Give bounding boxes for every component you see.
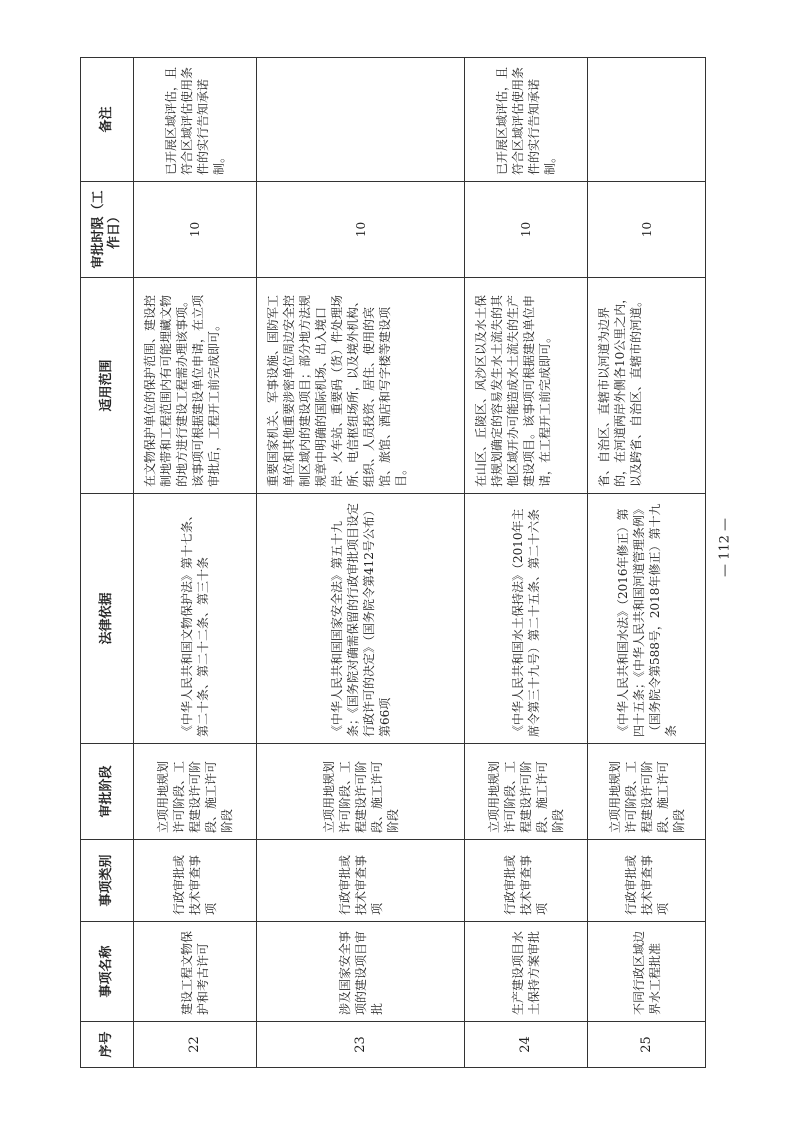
cell-name: 建设工程文物保护和考古许可 xyxy=(134,922,257,1022)
header-stage: 审批阶段 xyxy=(81,744,134,840)
cell-remark: 已开展区域评估，且符合区域评估使用条件的实行告知承诺制。 xyxy=(465,58,588,182)
cell-basis: 《中华人民共和国水法》（2016年修正）第四十五条；《中华人民共和国河道管理条例》（国务院令第588号，2018年修正）第十九条 xyxy=(588,494,706,744)
cell-basis: 《中华人民共和国文物保护法》第十七条、第二十条、第二十二条、第三十条 xyxy=(134,494,257,744)
header-name: 事项名称 xyxy=(81,922,134,1022)
header-seq: 序号 xyxy=(81,1022,134,1068)
cell-seq: 23 xyxy=(257,1022,465,1068)
header-basis: 法律依据 xyxy=(81,494,134,744)
cell-category: 行政审批或技术审查事项 xyxy=(588,840,706,922)
cell-remark: 已开展区域评估，且符合区域评估使用条件的实行告知承诺制。 xyxy=(134,58,257,182)
cell-time-limit: 10 xyxy=(588,182,706,278)
cell-remark xyxy=(588,58,706,182)
cell-time-limit: 10 xyxy=(134,182,257,278)
cell-stage: 立项用地规划许可阶段、工程建设许可阶段、施工许可阶段 xyxy=(257,744,465,840)
table-row xyxy=(257,58,465,1068)
cell-category: 行政审批或技术审查事项 xyxy=(134,840,257,922)
cell-time-limit: 10 xyxy=(257,182,465,278)
header-category: 事项类别 xyxy=(81,840,134,922)
cell-scope: 在山区、丘陵区、风沙区以及水土保持规划确定的容易发生水土流失的其他区域开办可能造成水土流失的生产建设项目。该事项可根据建设单位申请，在工程开工前完成即可。 xyxy=(465,278,588,494)
cell-stage: 立项用地规划许可阶段、工程建设许可阶段、施工许可阶段 xyxy=(588,744,706,840)
header-scope: 适用范围 xyxy=(81,278,134,494)
rotated-table-wrapper xyxy=(80,58,706,1068)
table-header-row xyxy=(81,58,134,1068)
table-row xyxy=(588,58,706,1068)
cell-scope: 在文物保护单位的保护范围、建设控制地带和工程范围内有可能埋藏文物的地方进行建设工程需办理该事项。该事项可根据建设单位申请，在立项审批后，工程开工前完成即可。 xyxy=(134,278,257,494)
cell-stage: 立项用地规划许可阶段、工程建设许可阶段、施工许可阶段 xyxy=(134,744,257,840)
cell-scope: 省、自治区、直辖市以河道为边界的，在河道两岸外侧各10公里之内，以及跨省、自治区、直辖市的河道。 xyxy=(588,278,706,494)
cell-seq: 24 xyxy=(465,1022,588,1068)
header-time-limit: 审批时限（工作日） xyxy=(81,182,134,278)
approval-items-table xyxy=(80,57,706,1068)
cell-category: 行政审批或技术审查事项 xyxy=(257,840,465,922)
cell-remark xyxy=(257,58,465,182)
table-row xyxy=(134,58,257,1068)
cell-seq: 25 xyxy=(588,1022,706,1068)
cell-basis: 《中华人民共和国水土保持法》（2010年主席令第三十九号）第二十五条、第二十六条 xyxy=(465,494,588,744)
table-row xyxy=(465,58,588,1068)
cell-time-limit: 10 xyxy=(465,182,588,278)
cell-basis: 《中华人民共和国国家安全法》第五十九条；《国务院对确需保留的行政审批项目设定行政许可的决定》（国务院令第412号公布）第66项 xyxy=(257,494,465,744)
cell-name: 生产建设项目水土保持方案审批 xyxy=(465,922,588,1022)
cell-category: 行政审批或技术审查事项 xyxy=(465,840,588,922)
page-number: — 112 — xyxy=(717,517,733,578)
header-remark: 备注 xyxy=(81,58,134,182)
cell-scope: 重要国家机关、军事设施、国防军工单位和其他重要涉密单位周边安全控制区域内的建设项目；部分地方法规规章中明确的国际机场、出入境口岸、火车站、重要码（货）件处理场所、电信枢纽场所，以及境外机构、组织、人员投资、居住、使用的宾馆、旅馆、酒店和写字楼等建设项目。 xyxy=(257,278,465,494)
cell-stage: 立项用地规划许可阶段、工程建设许可阶段、施工许可阶段 xyxy=(465,744,588,840)
cell-name: 涉及国家安全事项的建设项目审批 xyxy=(257,922,465,1022)
cell-seq: 22 xyxy=(134,1022,257,1068)
cell-name: 不同行政区域边界水工程批准 xyxy=(588,922,706,1022)
